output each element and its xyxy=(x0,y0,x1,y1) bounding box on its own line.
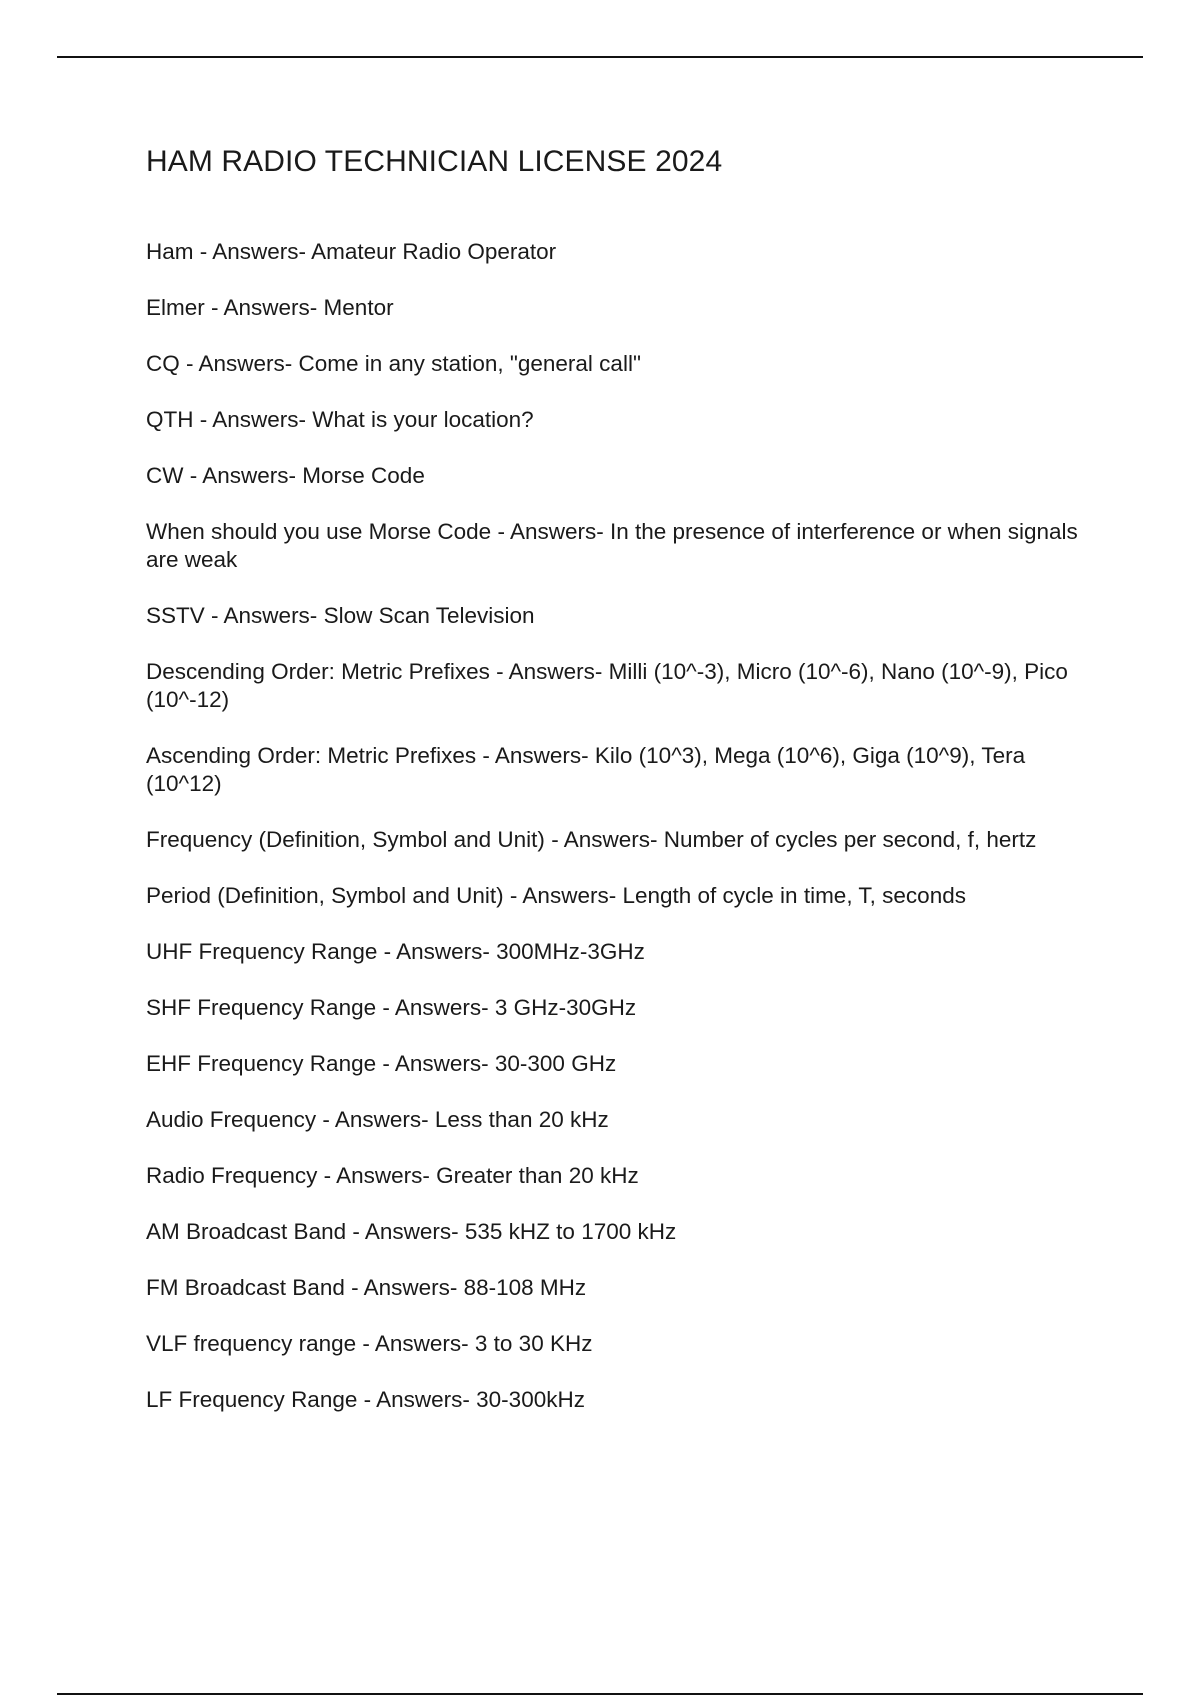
qa-term: LF Frequency Range xyxy=(146,1387,358,1412)
top-divider xyxy=(57,56,1143,58)
qa-answer: 535 kHZ to 1700 kHz xyxy=(464,1219,677,1244)
qa-separator: - Answers- xyxy=(204,295,324,320)
qa-term: UHF Frequency Range xyxy=(146,939,378,964)
qa-answer: 88-108 MHz xyxy=(463,1275,587,1300)
qa-term: Descending Order: Metric Prefixes xyxy=(146,659,490,684)
qa-item xyxy=(146,602,1086,630)
qa-answer: Milli (10^-3), Micro (10^-6), Nano (10^-9), Pico (10^-12) xyxy=(146,659,1068,712)
qa-separator: - Answers- xyxy=(476,743,595,768)
qa-separator: - Answers- xyxy=(316,1107,435,1132)
qa-separator: - Answers- xyxy=(193,407,313,432)
qa-term: AM Broadcast Band xyxy=(146,1219,347,1244)
qa-term: VLF frequency range xyxy=(146,1331,357,1356)
qa-answer: 30-300 GHz xyxy=(494,1051,617,1076)
qa-answer: What is your location? xyxy=(312,407,534,432)
qa-item xyxy=(146,294,1086,322)
qa-item xyxy=(146,1106,1086,1134)
qa-item xyxy=(146,1050,1086,1078)
qa-separator: - Answers- xyxy=(179,351,299,376)
qa-separator: - Answers- xyxy=(183,463,303,488)
qa-term: Frequency (Definition, Symbol and Unit) xyxy=(146,827,545,852)
qa-answer: Greater than 20 kHz xyxy=(436,1163,639,1188)
qa-separator: - Answers- xyxy=(344,1275,464,1300)
qa-item xyxy=(146,658,1086,714)
qa-item xyxy=(146,350,1086,378)
qa-term: CQ xyxy=(146,351,180,376)
qa-answer: 3 GHz-30GHz xyxy=(494,995,637,1020)
qa-term: Radio Frequency xyxy=(146,1163,318,1188)
qa-separator: - Answers- xyxy=(376,1051,495,1076)
qa-term: Ascending Order: Metric Prefixes xyxy=(146,743,477,768)
qa-item xyxy=(146,462,1086,490)
qa-term: FM Broadcast Band xyxy=(146,1275,345,1300)
qa-answer: Slow Scan Television xyxy=(323,603,535,628)
qa-answer: Mentor xyxy=(323,295,394,320)
bottom-divider xyxy=(57,1693,1143,1695)
qa-item xyxy=(146,238,1086,266)
qa-separator: - Answers- xyxy=(376,995,495,1020)
qa-term: SHF Frequency Range xyxy=(146,995,377,1020)
qa-item xyxy=(146,518,1086,574)
qa-list xyxy=(146,238,1086,1442)
qa-item xyxy=(146,882,1086,910)
qa-separator: - Answers- xyxy=(489,659,609,684)
qa-separator: - Answers- xyxy=(357,1387,477,1412)
qa-term: Audio Frequency xyxy=(146,1107,317,1132)
qa-item xyxy=(146,1218,1086,1246)
qa-term: When should you use Morse Code xyxy=(146,519,492,544)
qa-item xyxy=(146,1386,1086,1414)
document-title: HAM RADIO TECHNICIAN LICENSE 2024 xyxy=(146,145,723,178)
qa-item xyxy=(146,826,1086,854)
qa-item xyxy=(146,1274,1086,1302)
qa-item xyxy=(146,1330,1086,1358)
qa-term: Period (Definition, Symbol and Unit) xyxy=(146,883,504,908)
qa-separator: - Answers- xyxy=(346,1219,465,1244)
qa-answer: Come in any station, "general call" xyxy=(298,351,641,376)
qa-separator: - Answers- xyxy=(491,519,610,544)
qa-answer: Amateur Radio Operator xyxy=(311,239,557,264)
qa-term: EHF Frequency Range xyxy=(146,1051,377,1076)
qa-term: QTH xyxy=(146,407,194,432)
qa-separator: - Answers- xyxy=(204,603,324,628)
qa-term: CW xyxy=(146,463,184,488)
qa-item xyxy=(146,742,1086,798)
qa-answer: Length of cycle in time, T, seconds xyxy=(622,883,966,908)
qa-term: SSTV xyxy=(146,603,205,628)
qa-item xyxy=(146,938,1086,966)
qa-answer: Kilo (10^3), Mega (10^6), Giga (10^9), Tera (10^12) xyxy=(146,743,1026,796)
qa-answer: 30-300kHz xyxy=(476,1387,585,1412)
qa-separator: - Answers- xyxy=(356,1331,475,1356)
qa-separator: - Answers- xyxy=(193,239,312,264)
qa-answer: Number of cycles per second, f, hertz xyxy=(663,827,1037,852)
qa-answer: Less than 20 kHz xyxy=(434,1107,609,1132)
qa-item xyxy=(146,1162,1086,1190)
qa-answer: Morse Code xyxy=(302,463,425,488)
qa-answer: In the presence of interference or when signals are weak xyxy=(146,519,1078,572)
qa-separator: - Answers- xyxy=(503,883,623,908)
qa-separator: - Answers- xyxy=(377,939,497,964)
qa-item xyxy=(146,994,1086,1022)
qa-term: Elmer xyxy=(146,295,205,320)
qa-term: Ham xyxy=(146,239,194,264)
qa-item xyxy=(146,406,1086,434)
qa-separator: - Answers- xyxy=(317,1163,437,1188)
qa-separator: - Answers- xyxy=(544,827,664,852)
qa-answer: 3 to 30 KHz xyxy=(474,1331,593,1356)
qa-answer: 300MHz-3GHz xyxy=(496,939,645,964)
